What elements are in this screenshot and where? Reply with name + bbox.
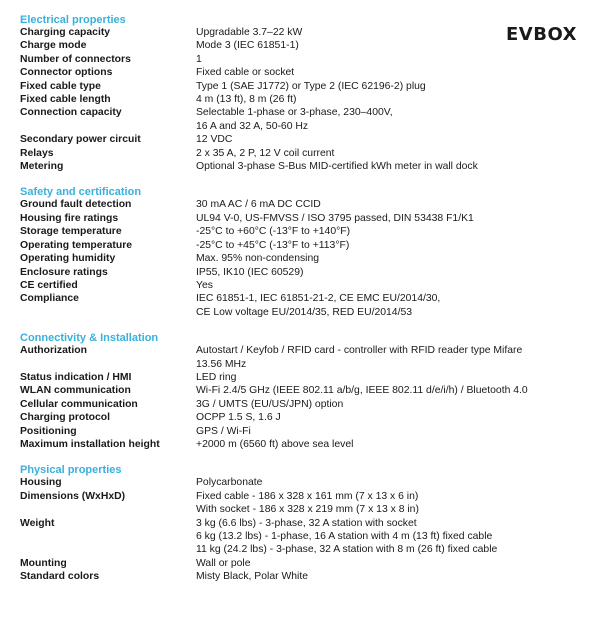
spec-row: [20, 344, 580, 371]
spec-section: [20, 332, 580, 451]
spec-label: Weight: [20, 517, 55, 529]
spec-value-line: 13.56 MHz: [196, 358, 247, 370]
spec-value-line: Yes: [196, 279, 213, 291]
spec-value-line: 6 kg (13.2 lbs) - 1-phase, 16 A station with 4 m (13 ft) fixed cable: [196, 531, 493, 542]
spec-value-line: +2000 m (6560 ft) above sea level: [196, 438, 354, 450]
spec-label: Fixed cable length: [20, 94, 111, 106]
spec-row: [20, 517, 580, 557]
spec-value-line: Fixed cable - 186 x 328 x 161 mm (7 x 13 x 6 in): [196, 490, 419, 502]
spec-value: [196, 279, 580, 292]
spec-value-line: UL94 V-0, US-FMVSS / ISO 3795 passed, DIN 53438 F1/K1: [196, 212, 474, 224]
spec-row: [20, 53, 580, 66]
spec-label: Positioning: [20, 425, 77, 437]
spec-row: [20, 93, 580, 106]
spec-row: [20, 371, 580, 384]
spec-label: WLAN communication: [20, 385, 131, 397]
section-title: Connectivity & Installation: [20, 332, 159, 345]
spec-value-line: Mode 3 (IEC 61851-1): [196, 40, 299, 52]
spec-label: Dimensions (WxHxD): [20, 490, 126, 502]
spec-value-line: GPS / Wi-Fi: [196, 425, 251, 437]
spec-value: [196, 239, 580, 252]
spec-value-line: CE Low voltage EU/2014/35, RED EU/2014/53: [196, 306, 413, 318]
spec-label: Fixed cable type: [20, 80, 101, 92]
spec-value-line: 12 VDC: [196, 134, 233, 146]
spec-value-line: 4 m (13 ft), 8 m (26 ft): [196, 94, 297, 106]
spec-label: Operating temperature: [20, 239, 133, 251]
spec-row: [20, 66, 580, 79]
spec-value-line: Wi-Fi 2.4/5 GHz (IEEE 802.11 a/b/g, IEEE 802.11 d/e/i/h) / Bluetooth 4.0: [196, 385, 528, 397]
evbox-logo: EVBOX: [506, 24, 577, 45]
spec-value-line: IP55, IK10 (IEC 60529): [196, 266, 304, 278]
spec-row: [20, 39, 580, 52]
spec-value: [196, 490, 580, 517]
spec-value-line: 3G / UMTS (EU/US/JPN) option: [196, 398, 344, 410]
spec-label: Operating humidity: [20, 253, 116, 265]
spec-value: [196, 66, 580, 79]
spec-row: [20, 279, 580, 292]
spec-label: Status indication / HMI: [20, 371, 132, 383]
spec-value: [196, 344, 580, 371]
spec-value: [196, 198, 580, 211]
spec-value-line: 30 mA AC / 6 mA DC CCID: [196, 199, 321, 211]
spec-label: Relays: [20, 147, 54, 159]
spec-value-line: -25°C to +60°C (-13°F to +140°F): [196, 226, 351, 238]
spec-value-line: Max. 95% non-condensing: [196, 253, 320, 265]
spec-value: [196, 371, 580, 384]
spec-label: Housing: [20, 477, 62, 489]
spec-label: Charging capacity: [20, 27, 111, 38]
spec-value: [196, 292, 580, 319]
spec-label: Ground fault detection: [20, 199, 132, 211]
spec-value: [196, 53, 580, 66]
spec-value: [196, 106, 580, 133]
spec-row: [20, 411, 580, 424]
spec-value: [196, 252, 580, 265]
spec-label: Storage temperature: [20, 226, 122, 238]
spec-row: [20, 476, 580, 489]
spec-value-line: 11 kg (24.2 lbs) - 3-phase, 32 A station with 8 m (26 ft) fixed cable: [196, 544, 498, 556]
spec-value-line: OCPP 1.5 S, 1.6 J: [196, 412, 281, 424]
spec-value: [196, 212, 580, 225]
spec-row: [20, 438, 580, 451]
spec-label: Connector options: [20, 67, 113, 79]
spec-row: [20, 239, 580, 252]
spec-row: [20, 398, 580, 411]
spec-value: [196, 147, 580, 160]
spec-value: [196, 438, 580, 451]
section-title: Physical properties: [20, 464, 122, 477]
spec-value: [196, 133, 580, 146]
spec-row: [20, 266, 580, 279]
spec-value: [196, 39, 580, 52]
spec-value: [196, 225, 580, 238]
spec-value-line: Upgradable 3.7–22 kW: [196, 27, 303, 38]
spec-value-line: 16 A and 32 A, 50-60 Hz: [196, 120, 309, 132]
spec-label: Connection capacity: [20, 107, 122, 119]
spec-label: Charging protocol: [20, 412, 111, 424]
spec-row: [20, 292, 580, 319]
spec-row: [20, 133, 580, 146]
spec-row: [20, 212, 580, 225]
spec-row: [20, 570, 580, 583]
spec-row: [20, 198, 580, 211]
spec-value-line: Wall or pole: [196, 557, 251, 569]
spec-value-line: 3 kg (6.6 lbs) - 3-phase, 32 A station with socket: [196, 517, 417, 529]
spec-value-line: Fixed cable or socket: [196, 67, 295, 79]
spec-value-line: Type 1 (SAE J1772) or Type 2 (IEC 62196-2) plug: [196, 80, 426, 92]
spec-label: Cellular communication: [20, 398, 138, 410]
spec-label: Compliance: [20, 293, 79, 305]
spec-value: [196, 476, 580, 489]
spec-value-line: LED ring: [196, 371, 237, 383]
spec-row: [20, 557, 580, 570]
spec-label: Housing fire ratings: [20, 212, 119, 224]
spec-value-line: Polycarbonate: [196, 477, 263, 489]
spec-row: [20, 80, 580, 93]
spec-value: [196, 384, 580, 397]
spec-value: [196, 557, 580, 570]
spec-value: [196, 80, 580, 93]
spec-value-line: -25°C to +45°C (-13°F to +113°F): [196, 239, 350, 251]
spec-label: Charge mode: [20, 40, 87, 52]
spec-row: [20, 26, 580, 39]
section-title: Safety and certification: [20, 186, 142, 199]
spec-label: Maximum installation height: [20, 438, 160, 450]
spec-value-line: Optional 3-phase S-Bus MID-certified kWh meter in wall dock: [196, 161, 478, 173]
spec-value-line: Autostart / Keyfob / RFID card - controller with RFID reader type Mifare: [196, 345, 523, 357]
spec-value: [196, 411, 580, 424]
spec-section: [20, 464, 580, 583]
spec-label: Number of connectors: [20, 53, 131, 65]
spec-value-line: IEC 61851-1, IEC 61851-21-2, CE EMC EU/2014/30,: [196, 293, 441, 305]
spec-row: [20, 490, 580, 517]
spec-value-line: Selectable 1-phase or 3-phase, 230–400V,: [196, 107, 393, 119]
spec-value-line: 1: [196, 53, 202, 65]
spec-label: Authorization: [20, 345, 87, 357]
spec-label: Standard colors: [20, 571, 100, 583]
spec-row: [20, 225, 580, 238]
spec-row: [20, 106, 580, 133]
spec-value: [196, 398, 580, 411]
spec-label: Metering: [20, 161, 64, 173]
spec-value: [196, 425, 580, 438]
section-title: Electrical properties: [20, 14, 126, 26]
spec-value: [196, 517, 580, 557]
spec-value-line: 2 x 35 A, 2 P, 12 V coil current: [196, 147, 335, 159]
spec-label: Mounting: [20, 557, 67, 569]
spec-label: Secondary power circuit: [20, 134, 141, 146]
spec-sheet: [20, 14, 580, 597]
spec-value: [196, 26, 580, 39]
spec-section: [20, 186, 580, 319]
spec-value-line: With socket - 186 x 328 x 219 mm (7 x 13 x 8 in): [196, 504, 419, 516]
spec-row: [20, 147, 580, 160]
spec-value: [196, 93, 580, 106]
spec-value: [196, 266, 580, 279]
spec-value: [196, 160, 580, 173]
spec-value-line: Misty Black, Polar White: [196, 571, 309, 583]
spec-row: [20, 160, 580, 173]
spec-label: CE certified: [20, 279, 78, 291]
spec-value: [196, 570, 580, 583]
spec-row: [20, 425, 580, 438]
spec-label: Enclosure ratings: [20, 266, 108, 278]
spec-row: [20, 252, 580, 265]
spec-row: [20, 384, 580, 397]
spec-section: [20, 14, 580, 173]
